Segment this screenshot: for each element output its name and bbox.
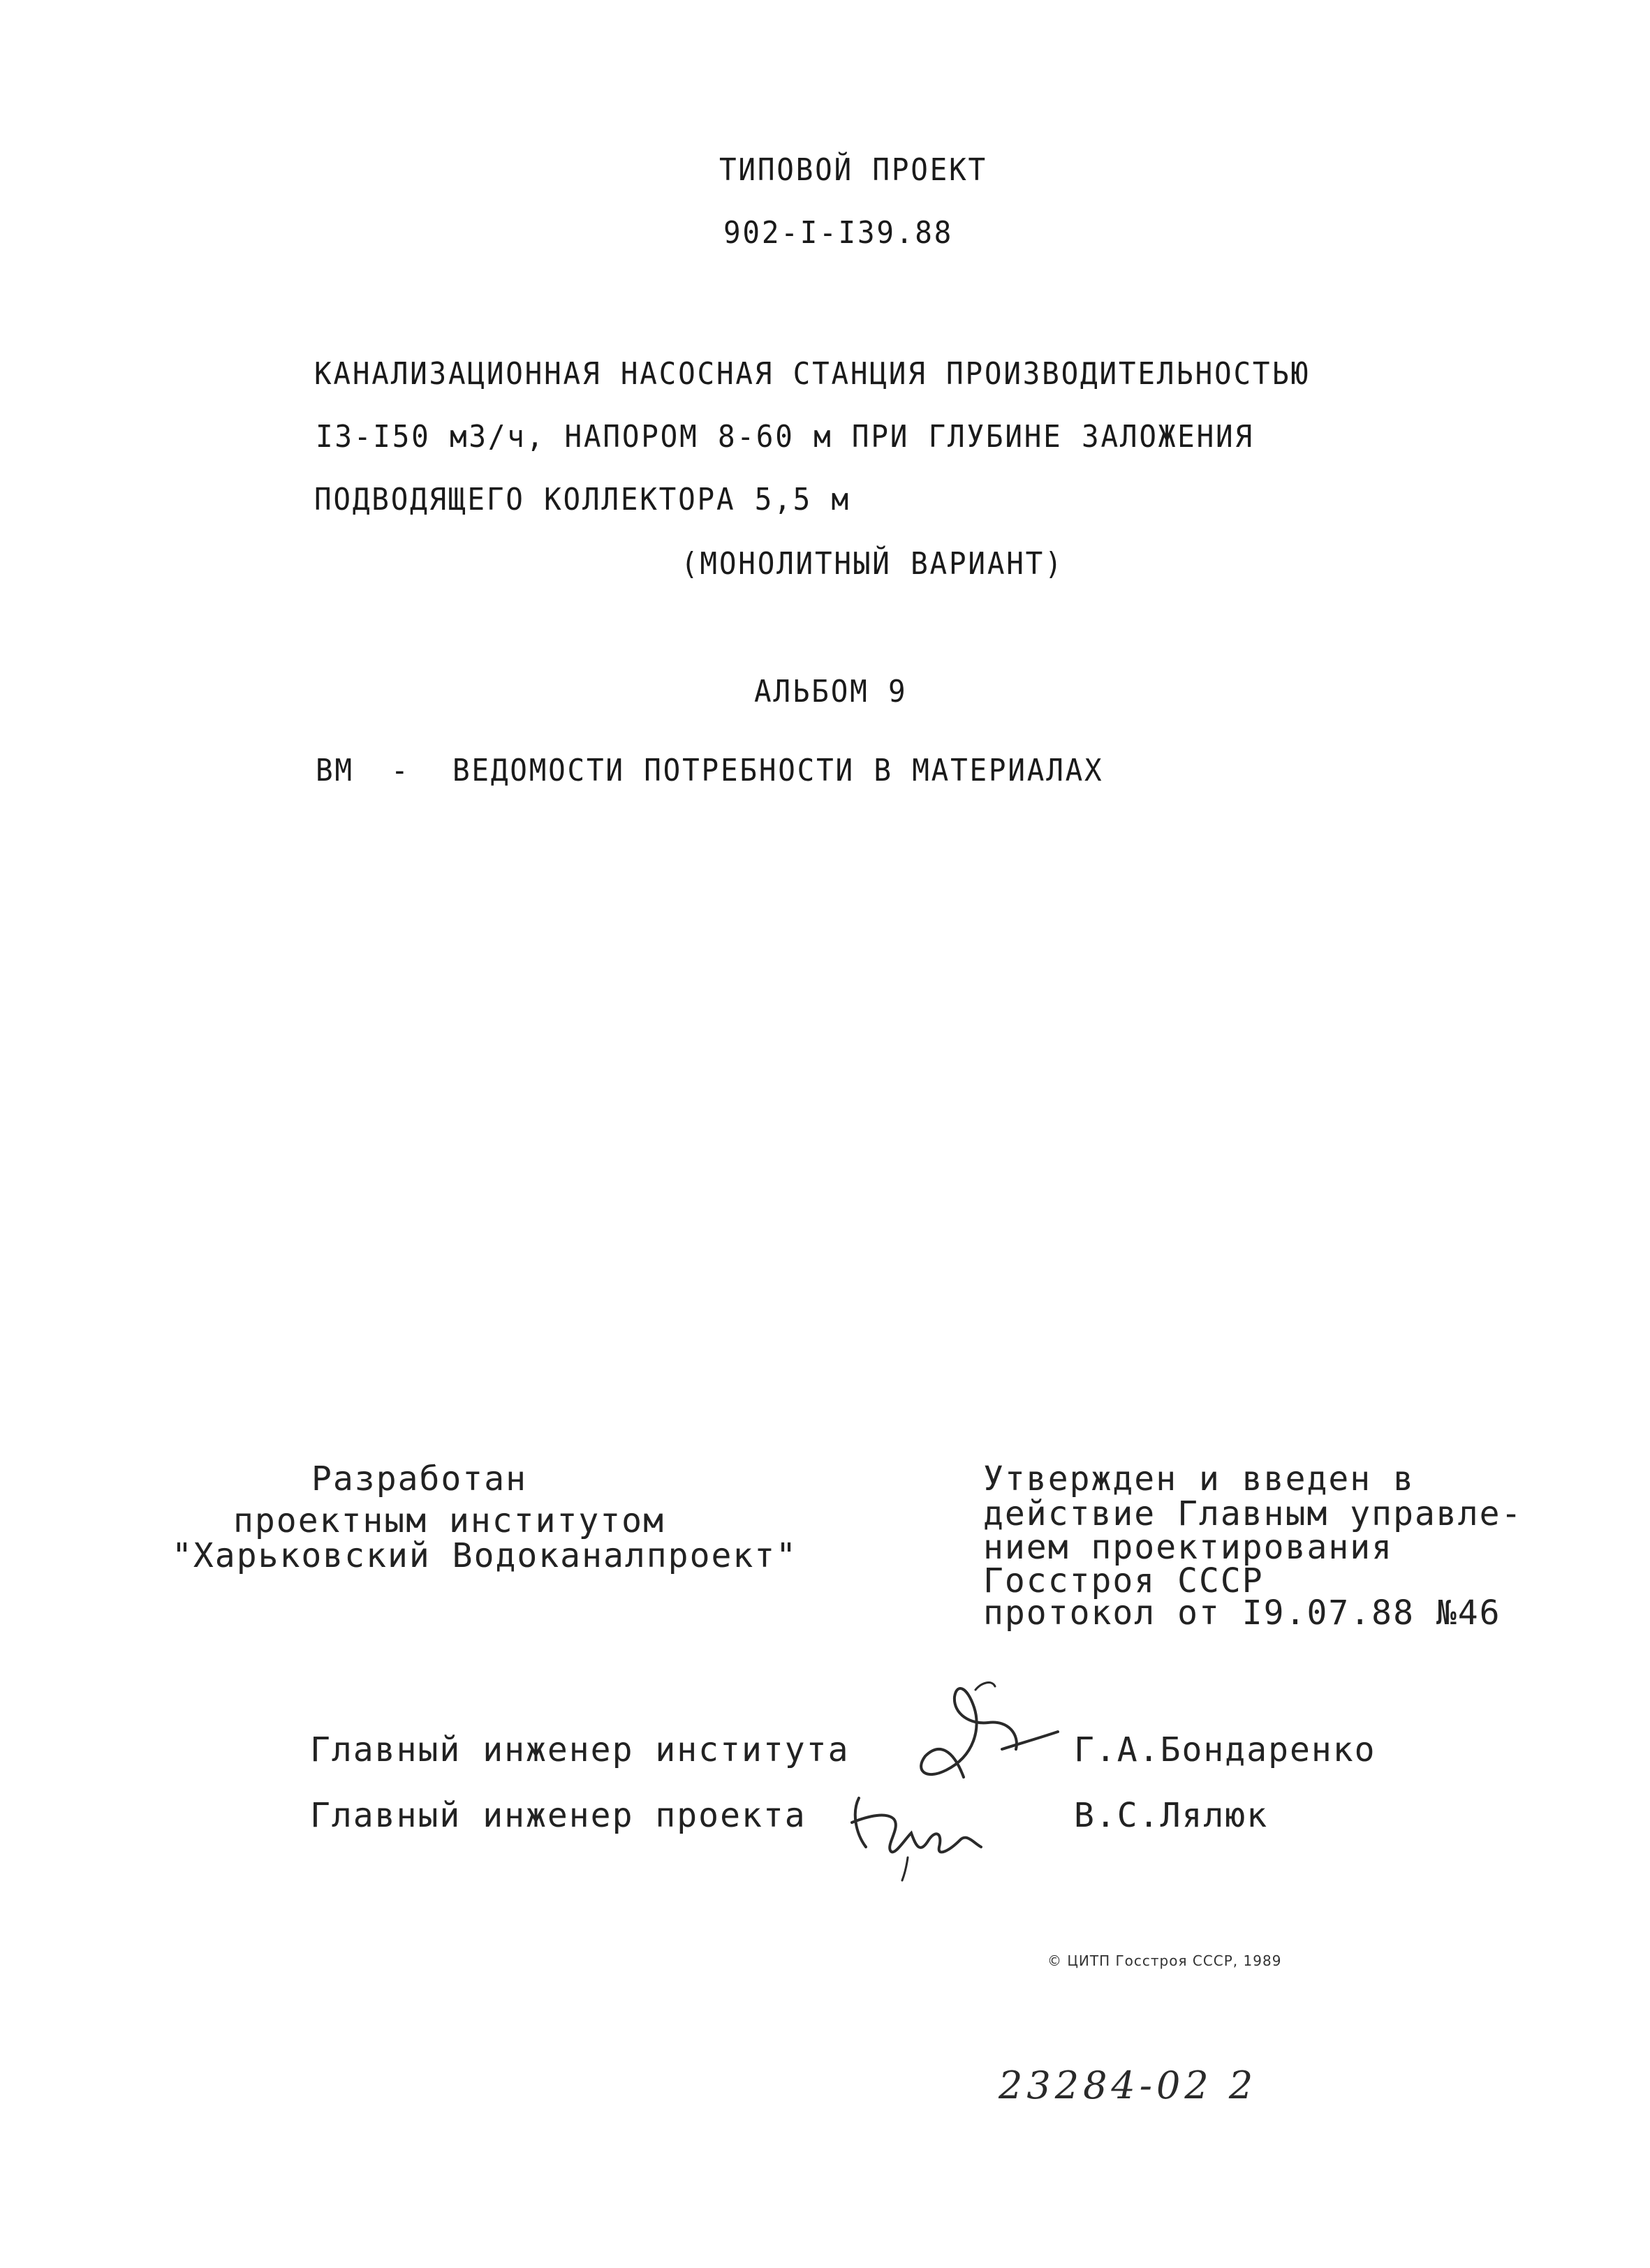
developed-heading: Разработан xyxy=(311,1459,527,1498)
signature-2 xyxy=(838,1784,992,1882)
approved-line-1: Утвержден и введен в xyxy=(983,1459,1415,1498)
album-description: ВЕДОМОСТИ ПОТРЕБНОСТИ В МАТЕРИАЛАХ xyxy=(452,753,1104,788)
approved-line-4: Госстроя СССР xyxy=(983,1561,1264,1600)
developed-institute-name: "Харьковский Водоканалпроект" xyxy=(172,1536,798,1575)
album-label: АЛЬБОМ 9 xyxy=(754,674,908,709)
album-dash: - xyxy=(391,753,411,788)
inventory-number: 23284-02 2 xyxy=(999,2063,1258,2107)
title-line-1: КАНАЛИЗАЦИОННАЯ НАСОСНАЯ СТАНЦИЯ ПРОИЗВОДИТЕЛЬНОСТЬЮ xyxy=(314,356,1311,392)
approved-line-3: нием проектирования xyxy=(983,1528,1394,1567)
signature-1 xyxy=(897,1665,1065,1791)
developed-institute-line: проектным институтом xyxy=(233,1501,665,1540)
approved-line-2: действие Главным управле- xyxy=(983,1494,1523,1533)
project-number: 902-I-I39.88 xyxy=(723,215,954,251)
title-variant: (МОНОЛИТНЫЙ ВАРИАНТ) xyxy=(681,546,1064,582)
album-code: ВМ xyxy=(316,753,354,788)
chief-engineer-project-name: В.С.Лялюк xyxy=(1074,1796,1269,1835)
project-type: ТИПОВОЙ ПРОЕКТ xyxy=(719,152,987,188)
title-line-2: I3-I50 м3/ч, НАПОРОМ 8-60 м ПРИ ГЛУБИНЕ ЗАЛОЖЕНИЯ xyxy=(316,419,1254,455)
title-line-3: ПОДВОДЯЩЕГО КОЛЛЕКТОРА 5,5 м xyxy=(314,482,850,517)
approved-protocol: протокол от I9.07.88 №46 xyxy=(983,1593,1501,1633)
chief-engineer-institute-name: Г.А.Бондаренко xyxy=(1074,1730,1376,1769)
chief-engineer-project-role: Главный инженер проекта xyxy=(310,1796,806,1835)
copyright-stamp: © ЦИТП Госстроя СССР, 1989 xyxy=(1047,1952,1282,1969)
chief-engineer-institute-role: Главный инженер института xyxy=(310,1730,850,1769)
